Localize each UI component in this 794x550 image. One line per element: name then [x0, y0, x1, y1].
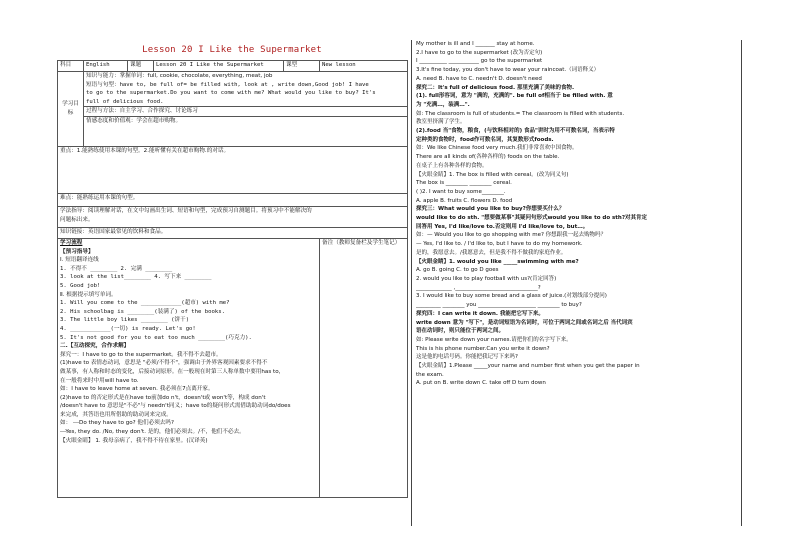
- goals-label: 学习目标: [58, 72, 84, 147]
- process-cell: [58, 239, 320, 498]
- process-line: 1. 不得不 ________ 2. 完满 ________: [60, 265, 173, 272]
- goal-line: full of delicious food.: [86, 98, 164, 105]
- header-cell-topic: Lesson 20 I Like the Supermarket: [154, 61, 284, 72]
- right-line: (2).food 当"食物，粮食，(与饮料相对的) 食品"讲时为用不可数名词，当表示特: [416, 128, 615, 135]
- right-line: write down 意为 "写下"，是动词短语为名词时，可位于两词之间或名词之后 当代词宾: [416, 319, 633, 326]
- right-line: 如: Please write down your names.请把你们的名字写下来。: [416, 336, 572, 343]
- right-line: _____________ ,______________________________?: [416, 284, 541, 291]
- header-cell-type: New lesson: [320, 61, 408, 72]
- process-line: 探究一：I have to go to the supermarket。我不得不去超市。: [60, 351, 222, 358]
- right-line: 为 "充满…，装满…".: [416, 101, 470, 108]
- right-line: 探究三：What would you like to buy?你想要买什么？: [416, 206, 565, 213]
- right-line: 【火眼金睛】1. would you like _____swimming with me?: [416, 258, 579, 265]
- knowledge-link: 知识链接：英语国家最常见的饮料和食品。: [58, 228, 408, 239]
- left-column: [57, 40, 407, 498]
- header-table: [57, 60, 408, 498]
- right-column: [411, 40, 746, 526]
- goals-cell: [84, 72, 408, 147]
- process-line: ---Yes, they do. /No, they don't. 是的，他们必须去。/不，他们不必去。: [60, 429, 245, 436]
- right-line: 【火眼金睛】1.Please _____your name and number first when you get the paper in: [416, 363, 640, 370]
- process-line: Ⅱ. 根据提示填写单词。: [60, 291, 117, 298]
- difficulty: 难点：能熟练运用本课的句型。: [58, 194, 408, 207]
- right-line: I __________ ___________ go to the supermarket: [416, 58, 543, 65]
- study-method: 学法指导：阅读理解对话，在文中勾画出生词、短语和句型，完成预习自测题目。将预习中不能解决的 问题标出来。: [58, 207, 408, 228]
- right-line: (1). full形容词，意为 "满的，充满的". be full of相当于 be filled with. 意: [416, 93, 613, 100]
- process-line: 做某事，有人称和时态的变化，后接动词原形。在一般现在时第三人称单数中要用has to，: [60, 368, 285, 375]
- process-line: 来完成，其答语也用所借助的助动词来完成。: [60, 411, 172, 418]
- right-line: A. need B. have to C. needn't D. doesn't need: [416, 75, 542, 82]
- process-line: (2)have to 的否定形式是在have to前加do n't，doesn't或 won't等，构成 don't: [60, 394, 266, 401]
- right-line: 这是他的电话号码。你能把我记写下来吗?: [416, 354, 518, 361]
- lesson-title: Lesson 20 I Like the Supermarket: [142, 45, 322, 55]
- process-line: 1. Will you come to the ____________(超市) with me?: [60, 300, 230, 307]
- process-line: 【预习指导】: [60, 248, 94, 255]
- right-line: A. go B. going C. to go D goes: [416, 267, 499, 274]
- right-line: This is his phone number.Can you write it down?: [416, 345, 550, 352]
- process-line: 5. It's not good for you to eat too much ________(巧克力).: [60, 334, 252, 341]
- notes-label: 备注（教师复备栏及学生笔记）: [322, 240, 401, 246]
- right-line: ( )2. I want to buy some________.: [416, 188, 506, 195]
- notes-cell: [320, 239, 408, 498]
- right-line: 在桌子上有各种各样的食物。: [416, 162, 488, 169]
- right-line: 【火眼金睛】1. The box is filled with cereal。(改为同义句): [416, 171, 569, 178]
- right-border: [741, 40, 742, 526]
- process-line: 5. Good job!: [60, 282, 101, 289]
- right-line: 探究二：It's full of delicious food. 那里充满了美味的食物.: [416, 84, 575, 91]
- process-line: 3. The little boy likes ________ (饼干): [60, 317, 190, 324]
- right-line: 3.It's fine today, you don't have to wear your raincoat.（词语释义）: [416, 67, 600, 74]
- right-line: 定种类的食物时，food作可数名词，其复数形式foods.: [416, 136, 554, 143]
- right-line: — Yes, I'd like to. / I'd like to, but I have to do my homework.: [416, 241, 583, 248]
- process-line: 4. ____________(一切) is ready. Let's go!: [60, 325, 196, 332]
- right-line: A. put on B. write down C. take off D turn down: [416, 380, 546, 387]
- process-line: 【火眼金睛】 1. 我母亲病了，我不得不待在家里。(汉译英): [60, 437, 208, 444]
- right-line: 语在动词时，则只能位于两词之间。: [416, 328, 505, 335]
- right-line: _________ ________ you _____________________ ________ to buy?: [416, 302, 582, 309]
- process-line: (1)have to 表情态动词，意思是 "必须/不得不"，强调由于外界客观因素要求不得不: [60, 360, 268, 367]
- process-label: 学习流程: [60, 240, 83, 246]
- right-line: 3. I would like to buy some bread and a glass of juice.(对划线部分提问): [416, 293, 607, 300]
- right-line: 如：— Would you like to go shopping with me? 你想跟我一起去购物吗？: [416, 232, 607, 239]
- process-line: 如： ---Do they have to go? 他们必须去吗?: [60, 420, 174, 427]
- right-line: A. apple B. fruits C. flowers D. food: [416, 197, 513, 204]
- goal-line: 情感态度和价值观：学会在超市购物。: [84, 116, 407, 126]
- right-line: 2.I have to go to the supermarket (改为否定句): [416, 49, 543, 56]
- header-cell-topic-label: 课题: [128, 61, 154, 72]
- right-line: 2. would you like to play football with us?(肯定回答): [416, 275, 557, 282]
- goal-line: 短语与句型：have to, be full of= be filled with, look at , write down,Good job! I have: [86, 81, 369, 88]
- process-line: /doesn't have to 意思是"不必"与 needn't同义；have to的疑问形式需借助助动词do/does: [60, 403, 291, 410]
- right-line: 教室里挤满了学生。: [416, 119, 466, 126]
- header-cell-subject-label: 科目: [58, 61, 84, 72]
- process-line: Ⅰ. 短语翻译连线: [60, 257, 99, 264]
- right-line: 是的，我愿意去。/我愿意去，但是我不得不做我的家庭作业。: [416, 249, 567, 256]
- header-cell-subject: English: [84, 61, 128, 72]
- right-line: 回答用 Yes, I'd like/love to.否定则用 I'd like/love to, but…。: [416, 223, 589, 230]
- right-line: 如：We like Chinese food very much.我们非常喜欢中国食物。: [416, 145, 578, 152]
- key-points: 重点：1.能熟练使用本课的句型。2.能听懂有关在超市购物.的对话。: [58, 147, 408, 194]
- right-line: There are all kinds of(各种各样的) foods on the table.: [416, 154, 560, 161]
- right-line: My mother is ill and I _______ stay at home.: [416, 41, 535, 47]
- right-line: The box is ________ ________ cereal.: [416, 180, 512, 187]
- right-line: would like to do sth. "想要做某事"其疑问句形式would you like to do sth?对其肯定: [416, 215, 648, 222]
- right-line: the exam.: [416, 371, 444, 378]
- goal-line: to go to the supermarket.Do you want to come with me? What would you like to buy? It's: [86, 90, 376, 97]
- right-line: 探究四：I can write it down. 我能把它写下来。: [416, 310, 544, 317]
- goal-line: 过程与方法：自主学习、合作探究、讨论练习: [84, 106, 407, 116]
- process-line: 二.【互动探究，合作求解】: [60, 343, 130, 350]
- header-cell-type-label: 课型: [284, 61, 320, 72]
- process-line: 3. look at the list________ 4. 写下来 ________: [60, 274, 212, 281]
- right-line: 如: The classroom is full of students.= The classroom is filled with students.: [416, 110, 625, 117]
- goal-line: 知识与能力：掌握单词：full, cookie, chocolate, everything, meat, job: [86, 73, 273, 79]
- process-line: 如：I have to leave home at seven. 我必须在7点离开家。: [60, 386, 214, 393]
- process-line: 2. His schoolbag is ________(装满了) of the books.: [60, 308, 225, 315]
- process-line: 在一般将来时中用will have to.: [60, 377, 139, 384]
